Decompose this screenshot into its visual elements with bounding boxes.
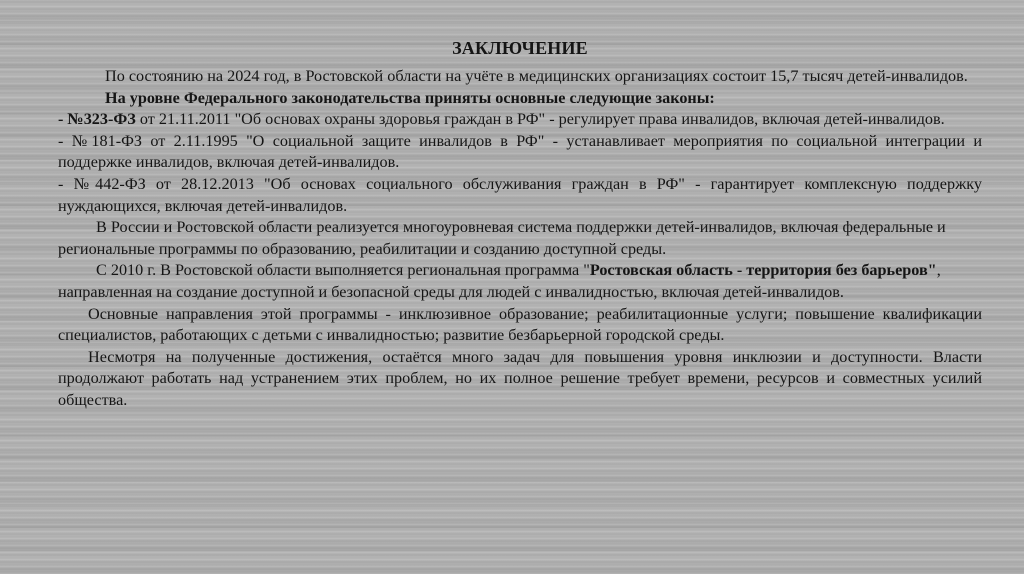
program-name: Ростовская область - территория без барьеров" [589,261,937,280]
law-item-442 [58,174,982,217]
conclusion-text: Несмотря на полученные достижения, остаётся много задач для повышения уровня инклюзии и доступности. Власти продолжают работать над устранением этих проблем, но их полное решение требует времени, ресурсов и совместных усилий общества. [58,347,982,409]
laws-heading-text: На уровне Федерального законодательства приняты основные следующие законы: [105,88,715,107]
law-181-text: - №181-ФЗ от 2.11.1995 "О социальной защите инвалидов в РФ" - устанавливает мероприятия по социальной интеграции и поддержке инвалидов, включая детей-инвалидов. [58,131,982,172]
statistics-text: По состоянию на 2024 год, в Ростовской области на учёте в медицинских организациях состоит 15,7 тысяч детей-инвалидов. [105,67,968,85]
paragraph-laws-heading [58,88,982,110]
page-title: ЗАКЛЮЧЕНИЕ [452,38,588,58]
law-item-181 [58,131,982,174]
program-directions-text: Основные направления этой программы - инклюзивное образование; реабилитационные услуги; повышение квалификации специалистов, работающих с детьми с инвалидностью; развитие безбарьерной городской среды. [58,304,982,345]
paragraph-support-system [58,217,982,260]
paragraph-conclusion [58,347,982,412]
law-323-number: - №323-ФЗ [58,110,136,129]
paragraph-statistics [58,66,982,88]
paragraph-program-directions [58,304,982,347]
paragraph-regional-program [58,260,982,303]
slide-content [58,36,982,412]
law-323-text: от 21.11.2011 "Об основах охраны здоровья граждан в РФ" - регулирует права инвалидов, включая детей-инвалидов. [135,110,945,129]
program-text-end: , направленная на создание доступной и безопасной среды для людей с инвалидностью, включая детей-инвалидов. [58,261,941,301]
support-system-text: В России и Ростовской области реализуется многоуровневая система поддержки детей-инвалидов, включая федеральные и региональные программы по образованию, реабилитации и созданию доступной среды. [58,218,946,258]
law-item-323 [58,109,982,131]
law-442-text: - №442-ФЗ от 28.12.2013 "Об основах социального обслуживания граждан в РФ" - гарантирует комплексную поддержку нуждающихся, включая детей-инвалидов. [58,174,982,215]
program-text-start: С 2010 г. В Ростовской области выполняется региональная программа " [96,261,590,280]
